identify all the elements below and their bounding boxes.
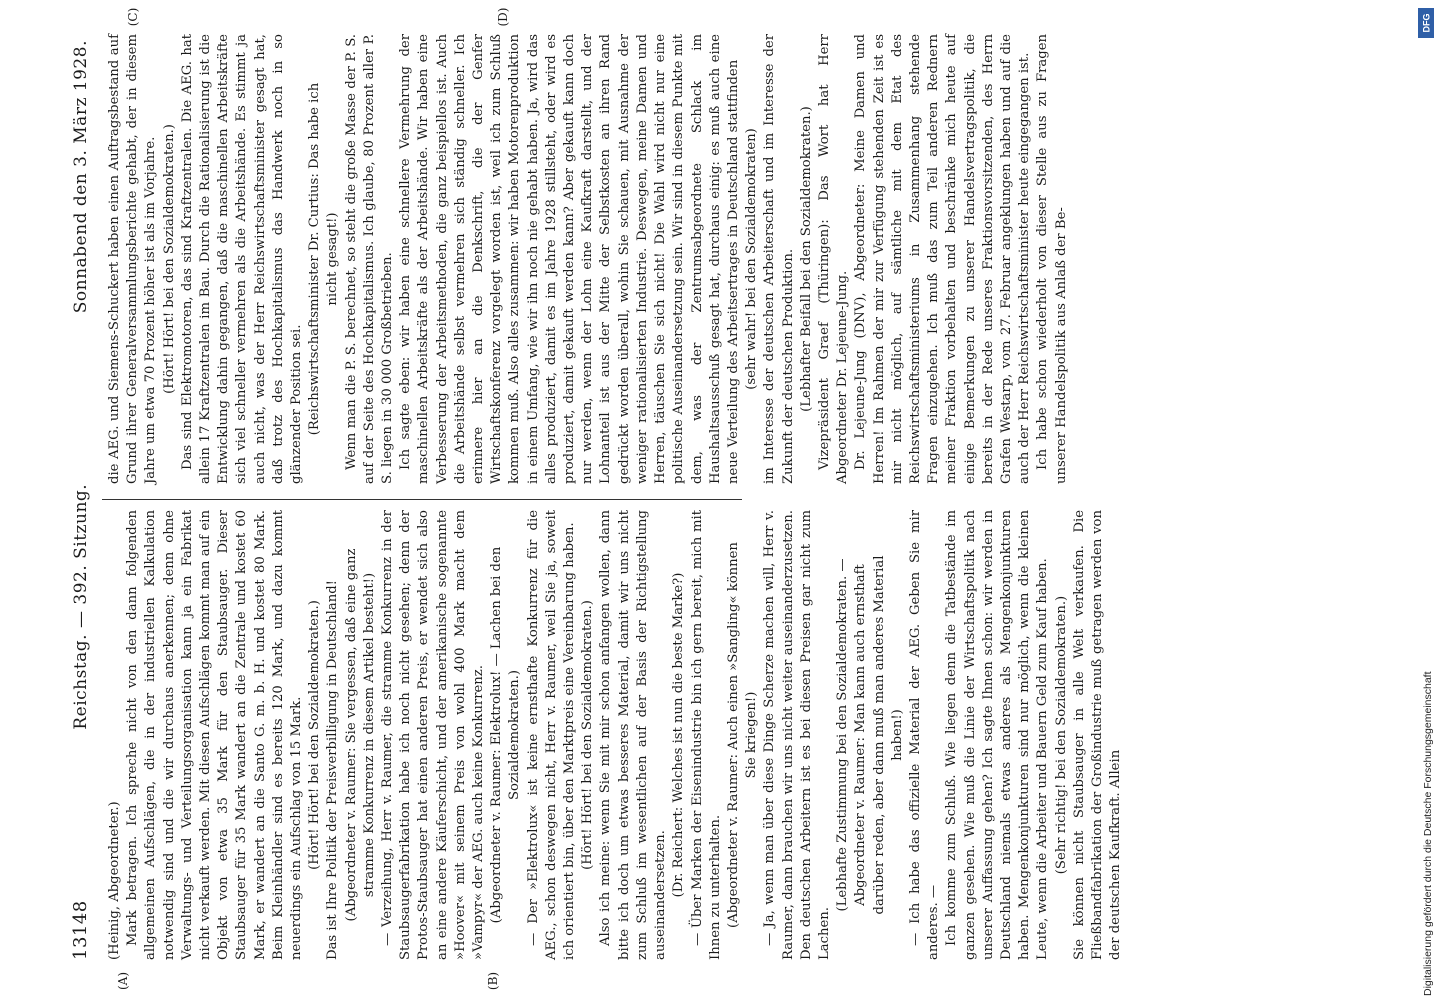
interjection: (Lebhafte Zustimmung bei den Sozialdemokraten. — Abgeordneter v. Raumer: Man kann auch ernsthaft darüber reden, aber dann muß man anderes Material haben!) bbox=[835, 555, 905, 915]
right-column bbox=[106, 34, 1071, 484]
column-divider bbox=[102, 499, 742, 500]
interjection: (Lebhafter Beifall bei den Sozialdemokraten.) bbox=[798, 106, 814, 412]
paragraph: Ich komme zum Schluß. Wie liegen denn die Tatbestände im ganzen gesehen. Wie muß die Linie der Wirtschaftspolitik nach unserer Auffassung gehen? Ich sagte Ihnen schon: wir werden in Deutschland niemals etwas anderes als Mengenkonjunkturen haben. Mengenkonjunkturen sind nur möglich, wenn die kleinen Leute, wenn die Arbeiter und Bauern Geld zum Kauf haben. bbox=[944, 510, 1051, 960]
interjection: (Hört! Hört! bei den Sozialdemokraten.) bbox=[580, 600, 596, 870]
rotated-document bbox=[56, 0, 1416, 1000]
paragraph: Mark betragen. Ich spreche nicht von den dann folgenden allgemeinen Aufschlägen, die in der industriellen Kalkulation notwendig sind und die wir durchaus anerkennen; denn ohne Verwaltungs- und Verteilungsorganisation kann ja ein Fabrikat nicht verkauft werden. Mit diesen Aufschlägen kommt man auf ein Objekt von etwa 35 Mark für den Staubsauger. Dieser Staubsauger für 35 Mark wandert an die Zentrale und kostet 60 Mark, er wandert an die Santo G. m. b. H. und kostet 80 Mark. Beim Kleinhändler sind es bereits 120 Mark, und dazu kommt neuerdings ein Aufschlag von 15 Mark. bbox=[125, 510, 305, 960]
paragraph: Das ist Ihre Politik der Preisverbilligung in Deutschland! bbox=[325, 580, 341, 960]
paragraph: Vizepräsident Graef (Thüringen): Das Wort hat Herr Abgeordneter Dr. Lejeune-Jung. bbox=[816, 34, 851, 484]
session-date: Sonnabend den 3. März 1928. bbox=[71, 40, 91, 314]
interjection: (Abgeordneter v. Raumer: Sie vergessen, daß eine ganz stramme Konkurrenz in diesem Artikel besteht!) bbox=[343, 548, 377, 922]
interjection: (Reichswirtschaftsminister Dr. Curtius: Das habe ich nicht gesagt!) bbox=[307, 82, 341, 436]
digitization-note: Digitalisierung gefördert durch die Deutsche Forschungsgemeinschaft bbox=[1422, 671, 1434, 996]
dfg-logo bbox=[1418, 8, 1434, 38]
page-header bbox=[70, 40, 100, 960]
interjection: (Abgeordneter v. Raumer: Auch einen »Sangling« können Sie kriegen!) bbox=[725, 542, 760, 928]
interjection: (Abgeordneter v. Raumer: Elektrolux! — Lachen bei den Sozialdemokraten.) bbox=[489, 546, 523, 924]
interjection: (Hört! Hört! bei den Sozialdemokraten.) bbox=[161, 124, 177, 394]
paragraph: Ich sagte eben: wir haben eine schnellere Vermehrung der maschinellen Arbeitskräfte als der Arbeitshände. Wir haben eine Verbesserung der Arbeitsmethoden, die ganz beispiellos ist. Auch die Arbeitshände selbst vermehren sich ständig schneller. Ich erinnere hier an die Denkschrift, die der Genfer Wirtschaftskonferenz vorgelegt worden ist, weil ich zum Schluß kommen muß. Also alles zusammen: wir haben Motorenproduktion in einem Umfang, wie wir ihn noch nie gehabt haben. Ja, wird das alles produziert, damit es im Jahre 1928 stillsteht, oder wird es produziert, damit gekauft werden kann? Aber gekauft kann doch nur werden, wenn der Lohn eine Kaufkraft darstellt, und der Lohnanteil ist aus der Mitte der Selbstkosten an ihren Rand gedrückt worden überall, wohin Sie schauen, mit Ausnahme der weniger rationalisierten Industrie. Deswegen, meine Damen und Herren, täuschen Sie sich nicht! Die Wahl wird nicht nur eine politische Auseinandersetzung sein. Wir sind in diesem Punkte mit dem, was der Zentrumsabgeordnete Schlack im Haushaltsausschuß gesagt hat, durchaus einig: es muß auch eine neue Verteilung des Arbeitsertrages in Deutschland stattfinden bbox=[398, 34, 741, 484]
interjection: (Dr. Reichert: Welches ist nun die beste Marke?) bbox=[671, 572, 687, 898]
paragraph: — Ich habe das offizielle Material der AEG. Geben Sie mir anderes. — bbox=[907, 510, 942, 960]
dfg-logo-text: DFG bbox=[1421, 13, 1431, 33]
speaker-tag: (Heinig, Abgeordneter.) bbox=[107, 801, 122, 960]
paragraph: Dr. Lejeune-Jung (DNV), Abgeordneter: Meine Damen und Herren! Im Rahmen der mir zur Verfügung stehenden Zeit ist es mir nicht möglich, auf sämtliche mit dem Etat des Reichswirtschaftsministeriums in Zusammenhang stehende Fragen einzugehen. Ich muß das zum Teil anderen Rednern meiner Fraktion vorbehalten und beschränke mich heute auf einige Bemerkungen zu unserer Handelsvertragspolitik, die bereits in der Rede unseres Fraktionsvorsitzenden, des Herrn Grafen Westarp, vom 27. Februar angeklungen haben und auf die auch der Herr Reichswirtschaftsminister heute eingegangen ist. bbox=[853, 34, 1033, 484]
paragraph: Ich habe schon wiederholt von dieser Stelle aus zu Fragen unserer Handelspolitik aus Anlaß der Be- bbox=[1035, 34, 1069, 484]
interjection: (sehr wahr! bei den Sozialdemokraten) bbox=[744, 128, 760, 390]
paragraph: Wenn man die P. S. berechnet, so steht die große Masse der P. S. auf der Seite des Hochkapitalismus. Ich glaube, 80 Prozent aller P. S. liegen in 30 000 Großbetrieben. bbox=[343, 34, 396, 484]
paragraph: — Ja, wenn man über diese Dinge Scherze machen will, Herr v. Raumer, dann brauchen wir uns nicht weiter auseinanderzusetzen. Den deutschen Arbeitern ist es bei diesen Preisen gar nicht zum Lachen. bbox=[762, 510, 832, 960]
session-title: Reichstag. — 392. Sitzung. bbox=[71, 483, 91, 730]
left-column bbox=[106, 510, 1125, 960]
margin-mark-a: (A) bbox=[116, 971, 130, 991]
margin-mark-d: (D) bbox=[496, 7, 510, 27]
paragraph: die AEG. und Siemens-Schuckert haben einen Auftragsbestand auf Grund ihrer Generalversammlungsberichte gehabt, der in diesem Jahre um etwa 70 Prozent höher ist als im Vorjahre. bbox=[107, 34, 159, 484]
paragraph: Das sind Elektromotoren, das sind Kraftzentralen. Die AEG. hat allein 17 Kraftzentralen im Bau. Durch die Rationalisierung ist die Entwicklung dahin gegangen, daß die maschinellen Arbeitskräfte sich viel schneller vermehren als die Arbeitshände. Es stimmt ja auch nicht, was der Herr Reichswirtschaftsminister gesagt hat, daß trotz des Hochkapitalismus das Handwerk noch in so glänzender Position sei. bbox=[179, 34, 305, 484]
interjection: (Hört! Hört! bei den Sozialdemokraten.) bbox=[307, 600, 323, 870]
paragraph: Also ich meine: wenn Sie mit mir schon anfangen wollen, dann bitte ich doch um etwas besseres Material, damit wir uns nicht zum Schluß im wesentlichen auf der Basis der Richtigstellung auseinandersetzen. bbox=[598, 510, 669, 960]
margin-mark-b: (B) bbox=[486, 971, 500, 991]
paragraph: Sie können nicht Staubsauger in alle Welt verkaufen. Die Fließbandfabrikation der Großindustrie muß getragen werden von der deutschen Kaufkraft. Allein bbox=[1071, 510, 1124, 960]
paragraph: — Verzeihung, Herr v. Raumer, die stramme Konkurrenz in der Staubsaugerfabrikation habe ich noch nicht gesehen; denn der Protos-Staubsauger hat einen anderen Preis, er wendet sich also an eine andere Käuferschicht, und der amerikanische sogenannte »Hoover« mit seinem Preis von wohl 400 Mark macht dem »Vampyr« der AEG. auch keine Konkurrenz. bbox=[380, 510, 487, 960]
paragraph: — Über Marken der Eisenindustrie bin ich gern bereit, mich mit Ihnen zu unterhalten. bbox=[689, 510, 723, 960]
paragraph: — Der »Elektrolux« ist keine ernsthafte Konkurrenz für die AEG., schon deswegen nicht, Herr v. Raumer, weil Sie ja, soweit ich orientiert bin, über den Marktpreis eine Vereinbarung haben. bbox=[525, 510, 578, 960]
interjection: (Sehr richtig! bei den Sozialdemokraten.) bbox=[1053, 595, 1069, 875]
page-number: 13148 bbox=[70, 900, 91, 960]
paragraph: im Interesse der deutschen Arbeiterschaft und im Interesse der Zukunft der deutschen Produktion. bbox=[762, 34, 796, 484]
margin-mark-c: (C) bbox=[126, 7, 140, 27]
